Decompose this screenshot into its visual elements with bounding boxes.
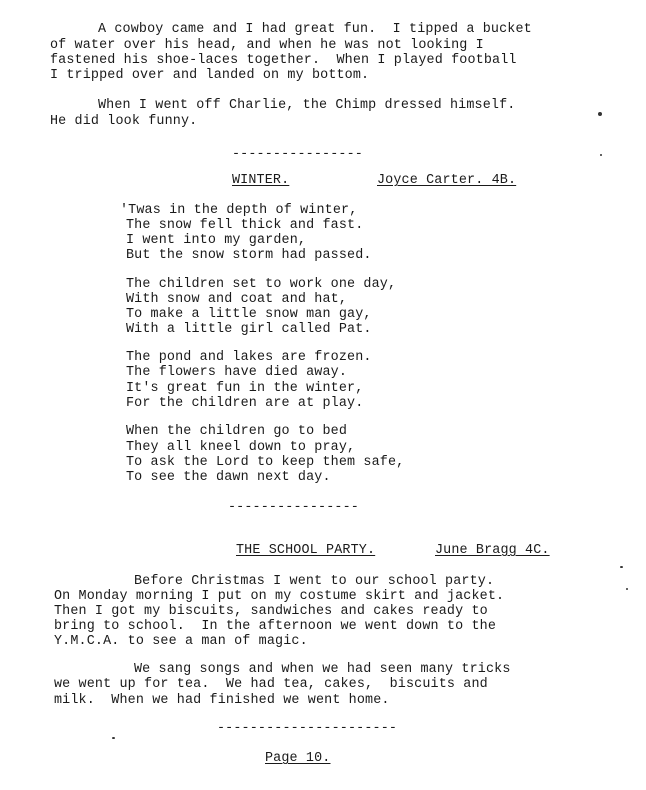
intro-p1-line-1: A cowboy came and I had great fun. I tipped a bucket [98, 22, 532, 37]
poem-stanza-1-line-3: I went into my garden, [126, 233, 307, 248]
scan-speck [598, 112, 602, 116]
story-p1-line-3: Then I got my biscuits, sandwiches and cakes ready to [54, 604, 488, 619]
scan-speck [600, 154, 602, 156]
separator-dashes-2: ---------------- [228, 500, 359, 515]
intro-p2-line-2: He did look funny. [50, 114, 198, 129]
poem-stanza-2-line-1: The children set to work one day, [126, 277, 397, 292]
story-p2-line-3: milk. When we had finished we went home. [54, 693, 390, 708]
story-p2-line-1: We sang songs and when we had seen many tricks [134, 662, 511, 677]
poem-stanza-1-line-1: 'Twas in the depth of winter, [120, 203, 358, 218]
poem-stanza-4-line-3: To ask the Lord to keep them safe, [126, 455, 405, 470]
poem-stanza-4-line-4: To see the dawn next day. [126, 470, 331, 485]
story-title: THE SCHOOL PARTY. [236, 543, 376, 558]
intro-p1-line-2: of water over his head, and when he was not looking I [50, 38, 484, 53]
story-author: June Bragg 4C. [435, 543, 550, 558]
poem-stanza-1-line-2: The snow fell thick and fast. [126, 218, 364, 233]
intro-p2-line-1: When I went off Charlie, the Chimp dressed himself. [98, 98, 516, 113]
separator-dashes-3: ---------------------- [217, 721, 398, 736]
story-p2-line-2: we went up for tea. We had tea, cakes, biscuits and [54, 677, 488, 692]
poem-stanza-3-line-1: The pond and lakes are frozen. [126, 350, 372, 365]
poem-title: WINTER. [232, 173, 290, 188]
intro-p1-line-3: fastened his shoe-laces together. When I played football [50, 53, 517, 68]
intro-p1-line-4: I tripped over and landed on my bottom. [50, 68, 370, 83]
separator-dashes-1: ---------------- [232, 147, 363, 162]
story-p1-line-5: Y.M.C.A. to see a man of magic. [54, 634, 308, 649]
poem-author: Joyce Carter. 4B. [377, 173, 517, 188]
poem-stanza-1-line-4: But the snow storm had passed. [126, 248, 372, 263]
poem-stanza-2-line-3: To make a little snow man gay, [126, 307, 372, 322]
story-p1-line-1: Before Christmas I went to our school party. [134, 574, 495, 589]
poem-stanza-3-line-4: For the children are at play. [126, 396, 364, 411]
scan-speck [112, 737, 115, 739]
scan-speck [620, 566, 623, 568]
poem-stanza-4-line-1: When the children go to bed [126, 424, 348, 439]
poem-stanza-2-line-4: With a little girl called Pat. [126, 322, 372, 337]
story-p1-line-4: bring to school. In the afternoon we went down to the [54, 619, 497, 634]
poem-stanza-2-line-2: With snow and coat and hat, [126, 292, 348, 307]
poem-stanza-4-line-2: They all kneel down to pray, [126, 440, 356, 455]
poem-stanza-3-line-3: It's great fun in the winter, [126, 381, 364, 396]
poem-stanza-3-line-2: The flowers have died away. [126, 365, 348, 380]
scan-speck [626, 588, 628, 590]
story-p1-line-2: On Monday morning I put on my costume skirt and jacket. [54, 589, 505, 604]
page-number: Page 10. [265, 751, 331, 766]
